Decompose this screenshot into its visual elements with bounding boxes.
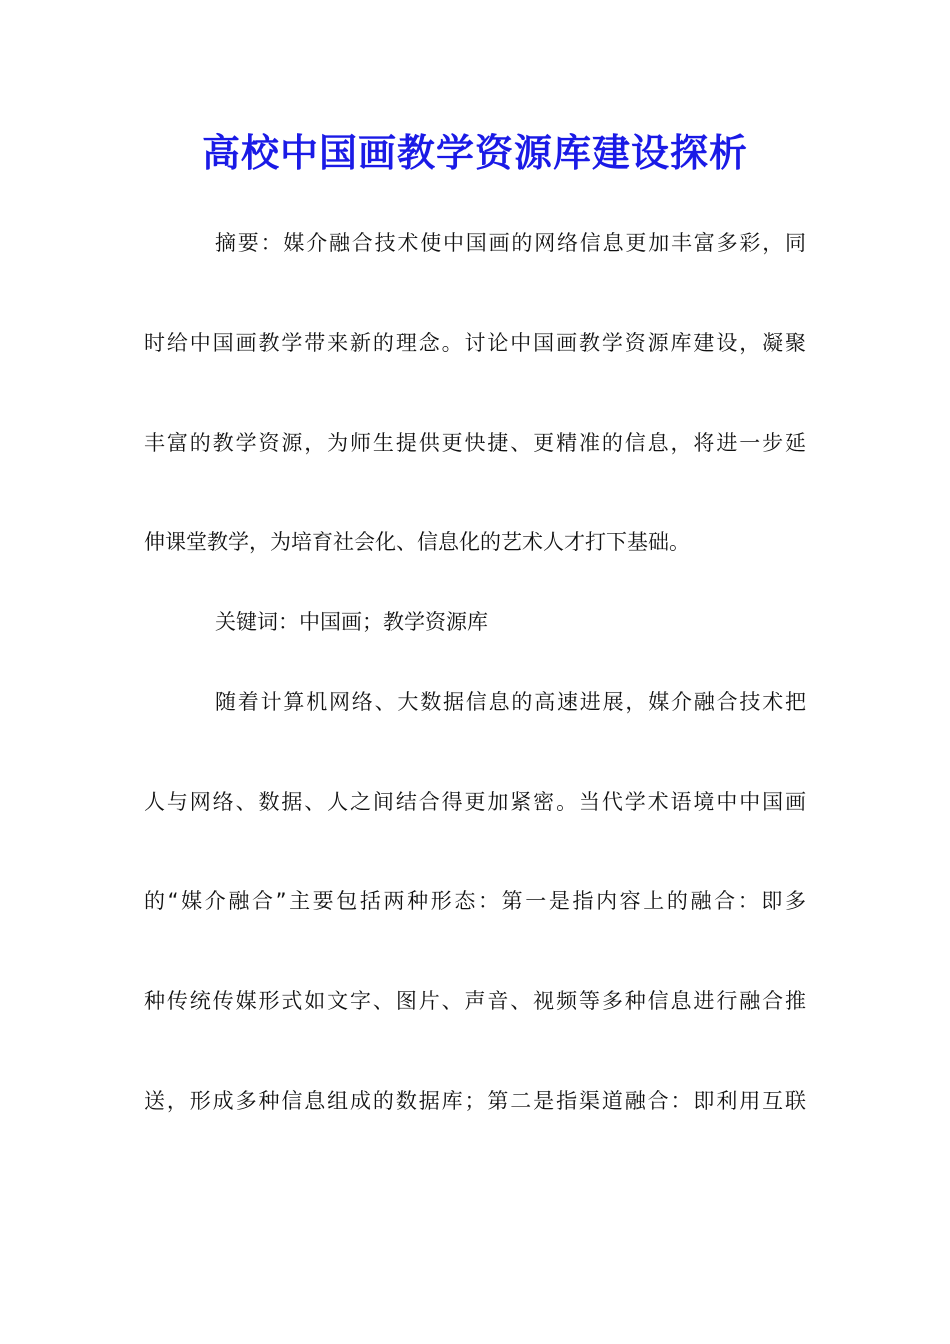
abstract-line: 时给中国画教学带来新的理念。讨论中国画教学资源库建设，凝聚 bbox=[144, 331, 806, 355]
keywords-line: 关键词：中国画；教学资源库 bbox=[215, 610, 488, 634]
body-line: 人与网络、数据、人之间结合得更加紧密。当代学术语境中中国画 bbox=[144, 790, 806, 814]
document-title: 高校中国画教学资源库建设探析 bbox=[201, 130, 748, 175]
body-line: 随着计算机网络、大数据信息的高速进展，媒介融合技术把 bbox=[215, 690, 806, 714]
abstract-line: 丰富的教学资源，为师生提供更快捷、更精准的信息，将进一步延 bbox=[144, 431, 806, 455]
abstract-line: 伸课堂教学，为培育社会化、信息化的艺术人才打下基础。 bbox=[144, 530, 690, 554]
body-line: 的“媒介融合”主要包括两种形态：第一是指内容上的融合：即多 bbox=[144, 889, 806, 913]
abstract-line: 摘要：媒介融合技术使中国画的网络信息更加丰富多彩，同 bbox=[215, 231, 806, 255]
body-line: 种传统传媒形式如文字、图片、声音、视频等多种信息进行融合推 bbox=[144, 989, 806, 1013]
body-line: 送，形成多种信息组成的数据库；第二是指渠道融合：即利用互联 bbox=[144, 1089, 806, 1113]
